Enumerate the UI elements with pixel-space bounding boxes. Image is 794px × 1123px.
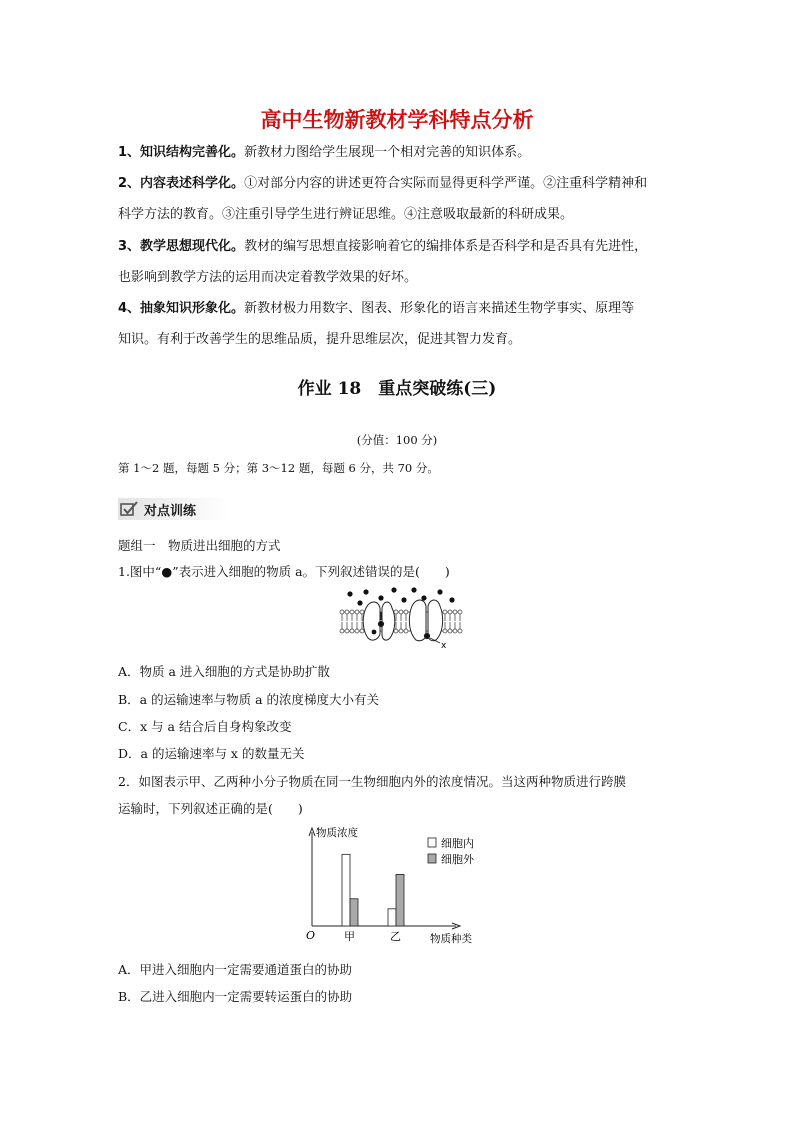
legend-swatch-2: [428, 854, 436, 863]
feature-1-body: 新教材力图给学生展现一个相对完善的知识体系。: [244, 145, 531, 160]
q1-stem: 1.图中“●”表示进入细胞的物质 a。下列叙述错误的是( ): [118, 564, 450, 579]
feature-1-head: 1、知识结构完善化。: [118, 145, 245, 160]
q2-stem-line2: 运输时，下列叙述正确的是( ): [118, 801, 303, 816]
q2-option-b: B．乙进入细胞内一定需要转运蛋白的协助: [118, 989, 353, 1004]
bar-1-2: [350, 899, 358, 926]
page-title: 高中生物新教材学科特点分析: [260, 108, 534, 132]
feature-3-body: 教材的编写思想直接影响着它的编排体系是否科学和是否具有先进性，: [244, 239, 648, 254]
feature-2: [118, 168, 678, 230]
legend-swatch-1: [428, 838, 436, 847]
origin-label: O: [306, 929, 316, 942]
legend-label-1: 细胞内: [441, 837, 474, 850]
score-note: (分值：100 分): [356, 433, 438, 447]
section-label: 对点训练: [144, 504, 197, 519]
y-axis-label: 物质浓度: [316, 827, 358, 839]
carrier-protein-left: [363, 602, 395, 640]
phospholipid-bilayer: [340, 610, 462, 633]
q1-option-b: B．a 的运输速率与物质 a 的浓度梯度大小有关: [118, 692, 380, 707]
q1-option-a: A．物质 a 进入细胞的方式是协助扩散: [118, 664, 330, 679]
q2-option-a: A．甲进入细胞内一定需要通道蛋白的协助: [118, 962, 353, 977]
feature-4: [118, 293, 678, 355]
lipid-heads: [340, 610, 462, 633]
bar-1-1: [342, 854, 350, 926]
legend-label-2: 细胞外: [441, 853, 474, 866]
feature-4-cont: 知识。有利于改善学生的思维品质，提升思维层次，促进其智力发育。: [118, 332, 522, 347]
bar-2-1: [388, 909, 396, 926]
inside-molecules: [372, 630, 377, 635]
feature-2-body: ①对部分内容的讲述更符合实际而显得更科学严谨。②注重科学精神和: [244, 176, 648, 191]
category-label-2: 乙: [390, 930, 401, 943]
feature-4-body: 新教材极力用数字、图表、形象化的语言来描述生物学事实、原理等: [244, 301, 635, 316]
feature-3: [118, 231, 678, 293]
feature-2-head: 2、内容表述科学化。: [118, 176, 245, 191]
question-group: 题组一 物质进出细胞的方式: [118, 538, 281, 553]
q2-stem-line1: 2．如图表示甲、乙两种小分子物质在同一生物细胞内外的浓度情况。当这两种物质进行跨膜: [118, 774, 626, 789]
feature-3-head: 3、教学思想现代化。: [118, 239, 245, 254]
feature-4-head: 4、抽象知识形象化。: [118, 301, 245, 316]
feature-1: [118, 137, 678, 168]
category-label-1: 甲: [344, 930, 355, 943]
points-note: 第 1～2 题，每题 5 分；第 3～12 题，每题 6 分，共 70 分。: [118, 461, 439, 475]
homework-title: 作业 18 重点突破练(三): [297, 379, 497, 399]
q1-option-d: D．a 的运输速率与 x 的数量无关: [118, 746, 305, 761]
section-header: [118, 498, 228, 520]
feature-3-cont: 也影响到教学方法的运用而决定着教学效果的好坏。: [118, 270, 418, 285]
carrier-protein-right: [409, 600, 442, 641]
q1-option-c: C．x 与 a 结合后自身构象改变: [118, 719, 292, 734]
membrane-diagram: [336, 586, 466, 652]
checkbox-icon: [120, 501, 140, 517]
x-label: x: [441, 641, 447, 651]
bar-2-2: [396, 874, 404, 926]
x-axis-label: 物质种类: [430, 933, 472, 945]
feature-2-cont: 科学方法的教育。③注重引导学生进行辨证思维。④注意吸取最新的科研成果。: [118, 207, 574, 222]
concentration-chart: [300, 824, 500, 950]
